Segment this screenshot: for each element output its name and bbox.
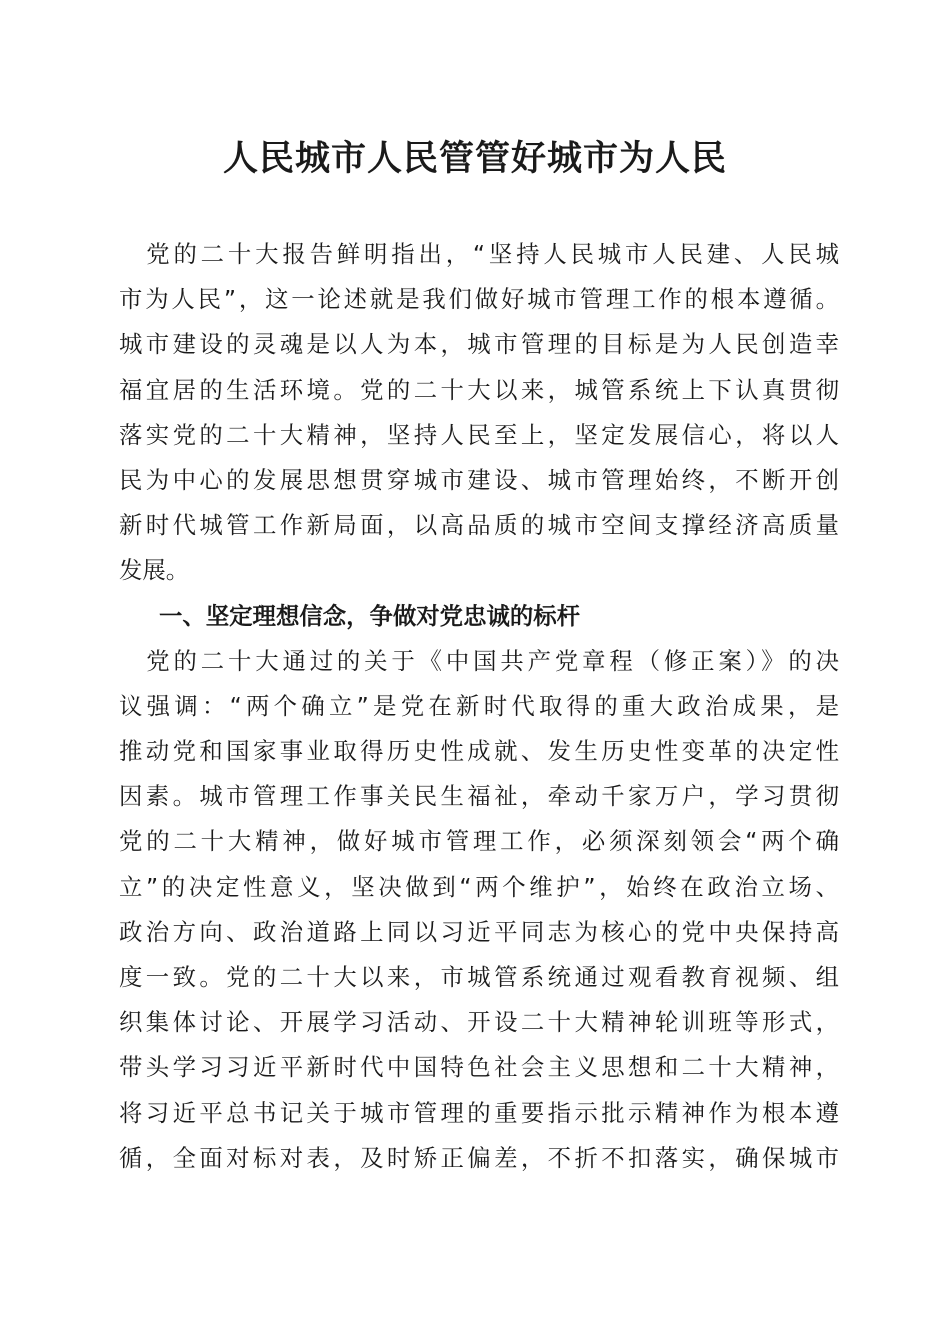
section-heading: 一、坚定理想信念，争做对党忠诚的标杆 xyxy=(159,601,581,630)
paragraph-line: 党的二十大精神，做好城市管理工作，必须深刻领会“两个确 xyxy=(119,827,839,856)
paragraph-line: 市为人民”，这一论述就是我们做好城市管理工作的根本遵循。 xyxy=(119,285,839,314)
paragraph-line: 带头学习习近平新时代中国特色社会主义思想和二十大精神， xyxy=(119,1053,839,1082)
paragraph-line: 立”的决定性意义，坚决做到“两个维护”，始终在政治立场、 xyxy=(119,872,839,901)
paragraph-line: 民为中心的发展思想贯穿城市建设、城市管理始终，不断开创 xyxy=(119,465,839,494)
document-body xyxy=(119,232,839,1181)
paragraph-line: 推动党和国家事业取得历史性成就、发生历史性变革的决定性 xyxy=(119,737,839,766)
paragraph-line: 城市建设的灵魂是以人为本，城市管理的目标是为人民创造幸 xyxy=(119,330,839,359)
paragraph-line: 党的二十大报告鲜明指出，“坚持人民城市人民建、人民城 xyxy=(119,240,839,268)
paragraph-line: 福宜居的生活环境。党的二十大以来，城管系统上下认真贯彻 xyxy=(119,375,839,404)
paragraph-line: 落实党的二十大精神，坚持人民至上，坚定发展信心，将以人 xyxy=(119,420,839,449)
paragraph-line: 循，全面对标对表，及时矫正偏差，不折不扣落实，确保城市 xyxy=(119,1143,839,1172)
paragraph-line: 因素。城市管理工作事关民生福祉，牵动千家万户，学习贯彻 xyxy=(119,782,839,811)
document-title: 人民城市人民管管好城市为人民 xyxy=(222,138,727,179)
paragraph-line: 将习近平总书记关于城市管理的重要指示批示精神作为根本遵 xyxy=(119,1098,839,1127)
paragraph-line: 织集体讨论、开展学习活动、开设二十大精神轮训班等形式， xyxy=(119,1008,839,1037)
paragraph-line: 度一致。党的二十大以来，市城管系统通过观看教育视频、组 xyxy=(119,963,839,991)
paragraph-line: 议强调：“两个确立”是党在新时代取得的重大政治成果，是 xyxy=(119,691,839,720)
paragraph-line: 政治方向、政治道路上同以习近平同志为核心的党中央保持高 xyxy=(119,917,839,946)
paragraph-line: 党的二十大通过的关于《中国共产党章程（修正案）》的决 xyxy=(119,646,839,675)
paragraph-line: 新时代城管工作新局面，以高品质的城市空间支撑经济高质量 xyxy=(119,511,839,540)
paragraph-line: 发展。 xyxy=(119,556,190,585)
